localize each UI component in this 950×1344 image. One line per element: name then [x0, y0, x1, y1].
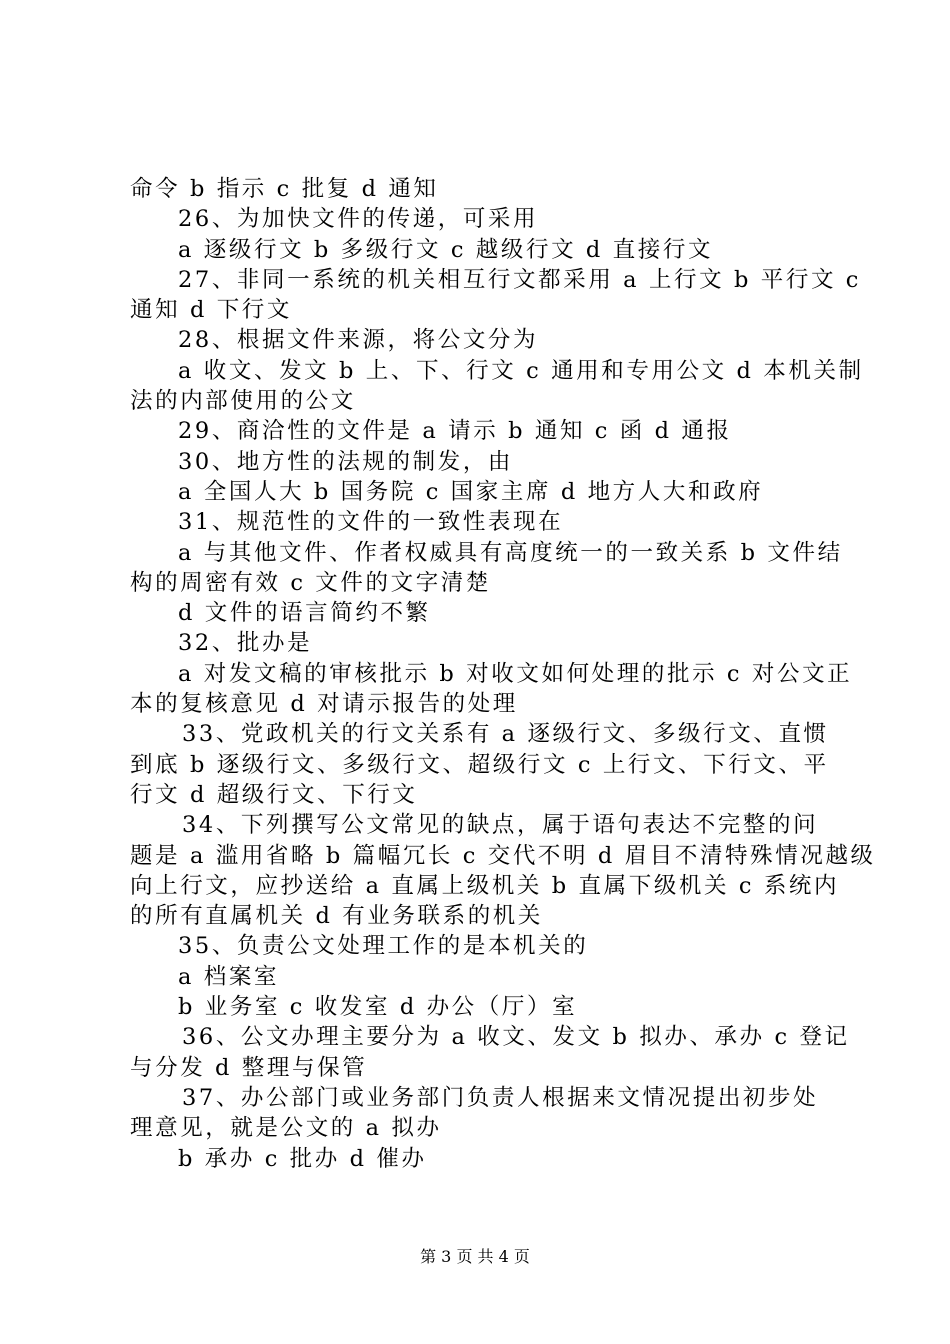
text-line: 30、地方性的法规的制发，由 [178, 448, 514, 475]
text-line: 35、负责公文处理工作的是本机关的 [178, 933, 589, 960]
text-line: 理意见，就是公文的 a 拟办 [130, 1115, 442, 1142]
text-line: a 收文、发文 b 上、下、行文 c 通用和专用公文 d 本机关制 [178, 357, 864, 384]
text-line: a 对发文稿的审核批示 b 对收文如何处理的批示 c 对公文正 [178, 660, 853, 687]
text-line: 行文 d 超级行文、下行文 [130, 781, 418, 808]
text-line: 与分发 d 整理与保管 [130, 1054, 368, 1081]
text-line: 32、批办是 [178, 630, 313, 657]
text-line: a 全国人大 b 国务院 c 国家主席 d 地方人大和政府 [178, 478, 764, 505]
text-line: b 承办 c 批办 d 催办 [178, 1145, 427, 1172]
text-line: 题是 a 滥用省略 b 篇幅冗长 c 交代不明 d 眉目不清特殊情况越级 [130, 842, 876, 869]
text-line: 构的周密有效 c 文件的文字清楚 [130, 569, 492, 596]
text-line: 33、党政机关的行文关系有 a 逐级行文、多级行文、直惯 [182, 721, 829, 748]
text-line: 到底 b 逐级行文、多级行文、超级行文 c 上行文、下行文、平 [130, 751, 829, 778]
text-line: 26、为加快文件的传递，可采用 [178, 206, 539, 233]
text-line: 的所有直属机关 d 有业务联系的机关 [130, 903, 544, 930]
text-line: 27、非同一系统的机关相互行文都采用 a 上行文 b 平行文 c [178, 266, 862, 293]
text-line: 向上行文，应抄送给 a 直属上级机关 b 直属下级机关 c 系统内 [130, 872, 840, 899]
text-line: a 与其他文件、作者权威具有高度统一的一致关系 b 文件结 [178, 539, 843, 566]
text-line: 29、商洽性的文件是 a 请示 b 通知 c 函 d 通报 [178, 418, 732, 445]
text-line: d 文件的语言简约不繁 [178, 600, 431, 627]
text-line: 命令 b 指示 c 批复 d 通知 [130, 176, 439, 202]
text-line: a 逐级行文 b 多级行文 c 越级行文 d 直接行文 [178, 236, 714, 263]
text-line: 法的内部使用的公文 [130, 388, 356, 415]
text-line: 34、下列撰写公文常见的缺点，属于语句表达不完整的问 [182, 812, 819, 839]
text-line: 通知 d 下行文 [130, 297, 293, 324]
text-line: 37、办公部门或业务部门负责人根据来文情况提出初步处 [182, 1084, 819, 1111]
document-body [130, 174, 876, 1174]
text-line: 36、公文办理主要分为 a 收文、发文 b 拟办、承办 c 登记 [182, 1024, 850, 1051]
page-footer: 第 3 页 共 4 页 [420, 1247, 530, 1266]
text-line: b 业务室 c 收发室 d 办公（厅）室 [178, 994, 578, 1021]
text-line: a 档案室 [178, 963, 280, 990]
text-line: 本的复核意见 d 对请示报告的处理 [130, 691, 518, 718]
text-line: 28、根据文件来源，将公文分为 [178, 327, 539, 354]
text-line: 31、规范性的文件的一致性表现在 [178, 509, 564, 536]
